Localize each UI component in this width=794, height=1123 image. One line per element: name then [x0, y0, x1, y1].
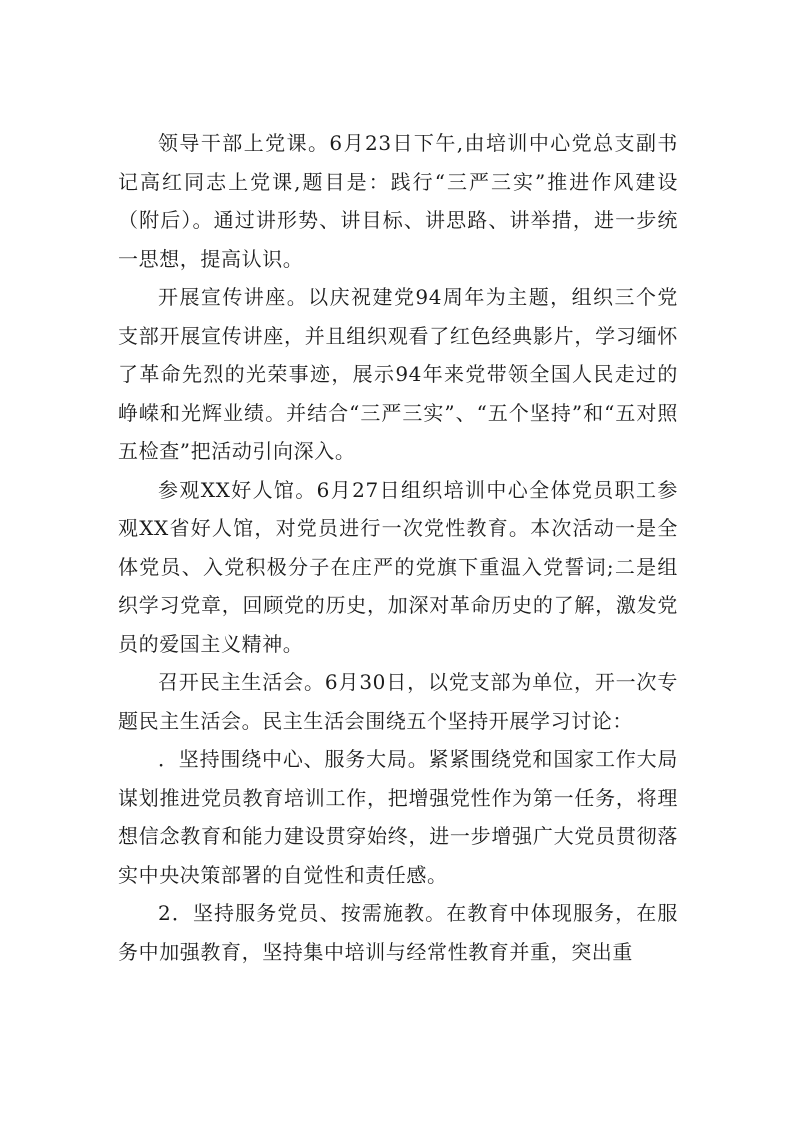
- paragraph-publicity-lecture: 开展宣传讲座。以庆祝建党94周年为主题，组织三个党支部开展宣传讲座，并且组织观看了红色经典影片，学习缅怀了革命先烈的光荣事迹，展示94年来党带领全国人民走过的峥嵘和光辉业绩。并结合“三严三实”、“五个坚持”和“五对照五检查”把活动引向深入。: [118, 285, 678, 463]
- paragraph-party-lecture: 领导干部上党课。6月23日下午,由培训中心党总支副书记高红同志上党课,题目是：践行“三严三实”推进作风建设（附后）。通过讲形势、讲目标、讲思路、讲举措，进一步统一思想，提高认识。: [118, 131, 678, 271]
- paragraph-hall-visit: 参观XX好人馆。6月27日组织培训中心全体党员职工参观XX省好人馆，对党员进行一次党性教育。本次活动一是全体党员、入党积极分子在庄严的党旗下重温入党誓词;二是组织学习党章，回顾党的历史，加深对革命历史的了解，激发党员的爱国主义精神。: [118, 477, 678, 656]
- document-body: [118, 124, 678, 971]
- paragraph-point-1: ．坚持围绕中心、服务大局。紧紧围绕党和国家工作大局谋划推进党员教育培训工作，把增强党性作为第一任务，将理想信念教育和能力建设贯穿始终，进一步增强广大党员贯彻落实中央决策部署的自觉性和责任感。: [118, 747, 678, 887]
- paragraph-democratic-meeting: 召开民主生活会。6月30日，以党支部为单位，开一次专题民主生活会。民主生活会围绕五个坚持开展学习讨论：: [118, 670, 678, 733]
- paragraph-point-2: 2．坚持服务党员、按需施教。在教育中体现服务，在服务中加强教育，坚持集中培训与经常性教育并重，突出重: [118, 901, 678, 964]
